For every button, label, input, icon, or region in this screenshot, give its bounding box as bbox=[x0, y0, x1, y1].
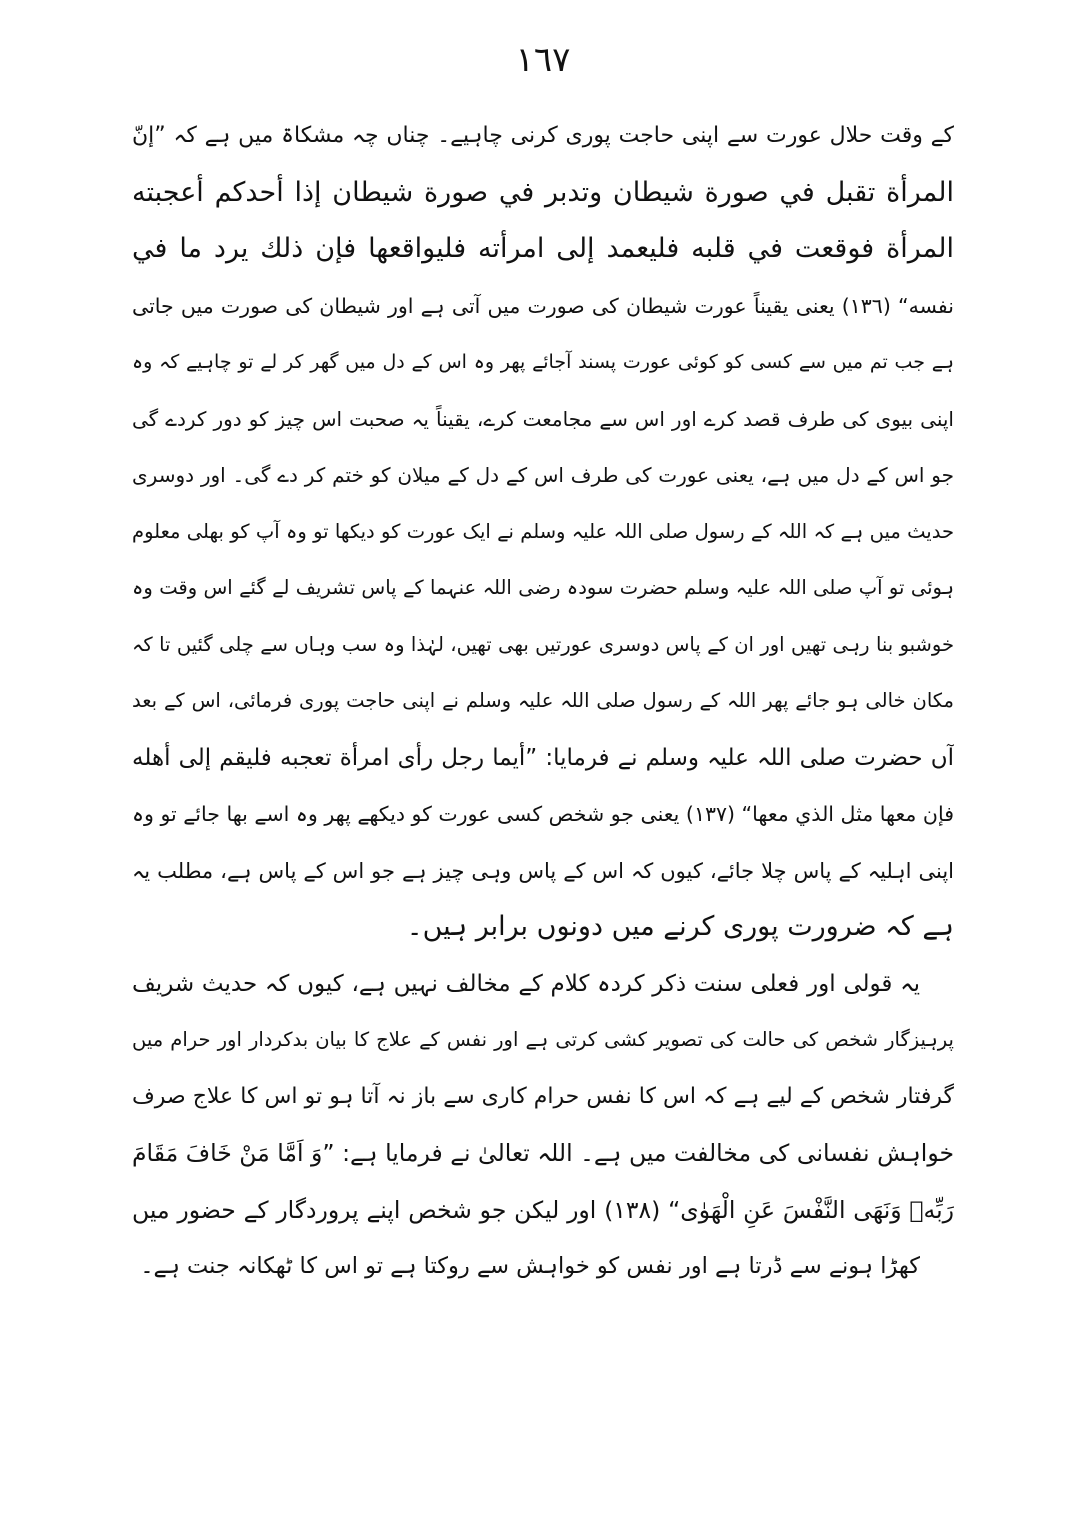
text-line: اپنی اہلیہ کے پاس چلا جائے، کیوں کہ اس کے پاس وہی چیز ہے جو اس کے پاس ہے، مطلب یہ bbox=[132, 858, 954, 883]
text-line: جو اس کے دل میں ہے، یعنی عورت کی طرف اس کے دل کے میلان کو ختم کر دے گی۔ اور دوسری bbox=[132, 463, 954, 487]
text-line: مکان خالی ہو جائے پھر اللہ کے رسول صلی اللہ علیہ وسلم نے اپنی حاجت پوری فرمائی، اس کے بعد bbox=[132, 689, 954, 712]
text-line: خواہش نفسانی کی مخالفت میں ہے۔ اللہ تعالیٰ نے فرمایا ہے: ”وَ اَمَّا مَنْ خَافَ مَقَامَ bbox=[132, 1139, 954, 1167]
text-line-paragraph-end: کھڑا ہونے سے ڈرتا ہے اور نفس کو خواہش سے روکتا ہے تو اس کا ٹھکانہ جنت ہے۔ bbox=[140, 1253, 920, 1279]
text-line: فإن معها مثل الذي معها“ (١٣٧) یعنی جو شخص کسی عورت کو دیکھے پھر وہ اسے بھا جائے تو وہ bbox=[132, 802, 954, 826]
text-line: حدیث میں ہے کہ اللہ کے رسول صلی اللہ علیہ وسلم نے ایک عورت کو دیکھا تو وہ آپ کو بھلی معلوم bbox=[132, 519, 954, 543]
text-line: نفسه“ (١٣٦) یعنی یقیناً عورت شیطان کی صورت میں آتی ہے اور شیطان کی صورت میں جاتی bbox=[132, 293, 954, 318]
text-line: ہے جب تم میں سے کسی کو کوئی عورت پسند آجائے پھر وہ اس کے دل میں گھر کر لے تو چاہیے کہ وہ bbox=[132, 351, 954, 373]
text-line-paragraph-end: ہے کہ ضرورت پوری کرنے میں دونوں برابر ہیں۔ bbox=[406, 911, 954, 942]
page-number: ١٦٧ bbox=[515, 40, 571, 80]
body-text bbox=[132, 108, 954, 1295]
text-line: المرأة تقبل في صورة شيطان وتدبر في صورة شيطان إذا أحدكم أعجبته bbox=[132, 176, 954, 208]
text-line: المرأة فوقعت في قلبه فليعمد إلى امرأته فليواقعها فإن ذلك يرد ما في bbox=[132, 233, 954, 264]
text-line: اپنی بیوی کی طرف قصد کرے اور اس سے مجامعت کرے، یقیناً یہ صحبت اس چیز کو دور کردے گی bbox=[132, 406, 954, 431]
text-line: رَبِّهٖ وَنَهَى النَّفْسَ عَنِ الْهَوٰى“ (١٣٨) اور لیکن جو شخص اپنے پروردگار کے حضور میں bbox=[132, 1195, 954, 1224]
text-line: خوشبو بنا رہی تھیں اور ان کے پاس دوسری عورتیں بھی تھیں، لہٰذا وہ سب وہاں سے چلی گئیں تا کہ bbox=[132, 632, 954, 656]
text-line: پرہیزگار شخص کی حالت کی تصویر کشی کرتی ہے اور نفس کے علاج کا بیان بدکردار اور حرام میں bbox=[132, 1028, 954, 1051]
text-line-paragraph-start: یہ قولی اور فعلی سنت ذکر کردہ کلام کے مخالف نہیں ہے، کیوں کہ حدیث شریف bbox=[132, 970, 920, 997]
text-line: آں حضرت صلی اللہ علیہ وسلم نے فرمایا: ”أيما رجل رأى امرأة تعجبه فليقم إلى أهله bbox=[132, 744, 954, 771]
text-line: ہوئی تو آپ صلی اللہ علیہ وسلم حضرت سودہ رضی اللہ عنہما کے پاس تشریف لے گئے اس وقت وہ bbox=[132, 576, 954, 599]
text-line: کے وقت حلال عورت سے اپنی حاجت پوری کرنی چاہیے۔ چناں چہ مشکاۃ میں ہے کہ ”إنّ bbox=[132, 123, 954, 148]
text-line: گرفتار شخص کے لیے ہے کہ اس کا نفس حرام کاری سے باز نہ آتا ہو تو اس کا علاج صرف bbox=[132, 1083, 954, 1109]
